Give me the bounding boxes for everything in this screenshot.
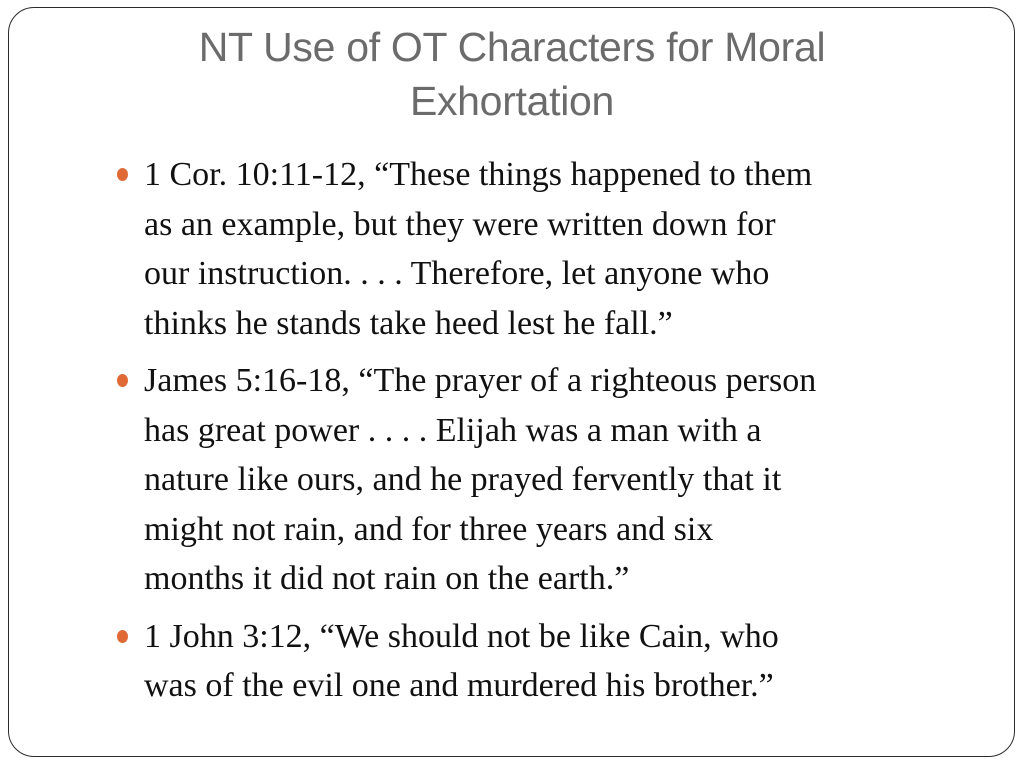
- bullet-james: [112, 356, 972, 604]
- text-line: nature like ours, and he prayed fervently that it: [144, 461, 782, 498]
- bullet-1-cor: [112, 150, 972, 348]
- bullet-text: [144, 356, 972, 604]
- text-line: James 5:16-18, “The prayer of a righteous person: [144, 362, 817, 399]
- bullet-dot-icon: [117, 168, 128, 181]
- bullet-dot-icon: [117, 630, 128, 643]
- bullet-list: [112, 150, 972, 719]
- title-line: Exhortation: [409, 78, 615, 124]
- text-line: as an example, but they were written down for: [144, 205, 776, 243]
- bullet-text: [144, 612, 972, 711]
- text-line: 1 John 3:12, “We should not be like Cain, who: [144, 617, 779, 655]
- bullet-1-john: [112, 612, 972, 711]
- slide-title: [60, 20, 964, 128]
- text-line: thinks he stands take heed lest he fall.”: [144, 304, 673, 342]
- text-line: months it did not rain on the earth.”: [144, 560, 630, 597]
- title-line: NT Use of OT Characters for Moral: [198, 24, 826, 70]
- bullet-text: [144, 150, 972, 348]
- text-line: has great power . . . . Elijah was a man with a: [144, 411, 762, 449]
- text-line: might not rain, and for three years and six: [144, 510, 714, 548]
- bullet-dot-icon: [117, 374, 128, 387]
- text-line: was of the evil one and murdered his brother.”: [144, 667, 774, 704]
- text-line: 1 Cor. 10:11-12, “These things happened to them: [144, 156, 813, 193]
- text-line: our instruction. . . . Therefore, let anyone who: [144, 255, 770, 292]
